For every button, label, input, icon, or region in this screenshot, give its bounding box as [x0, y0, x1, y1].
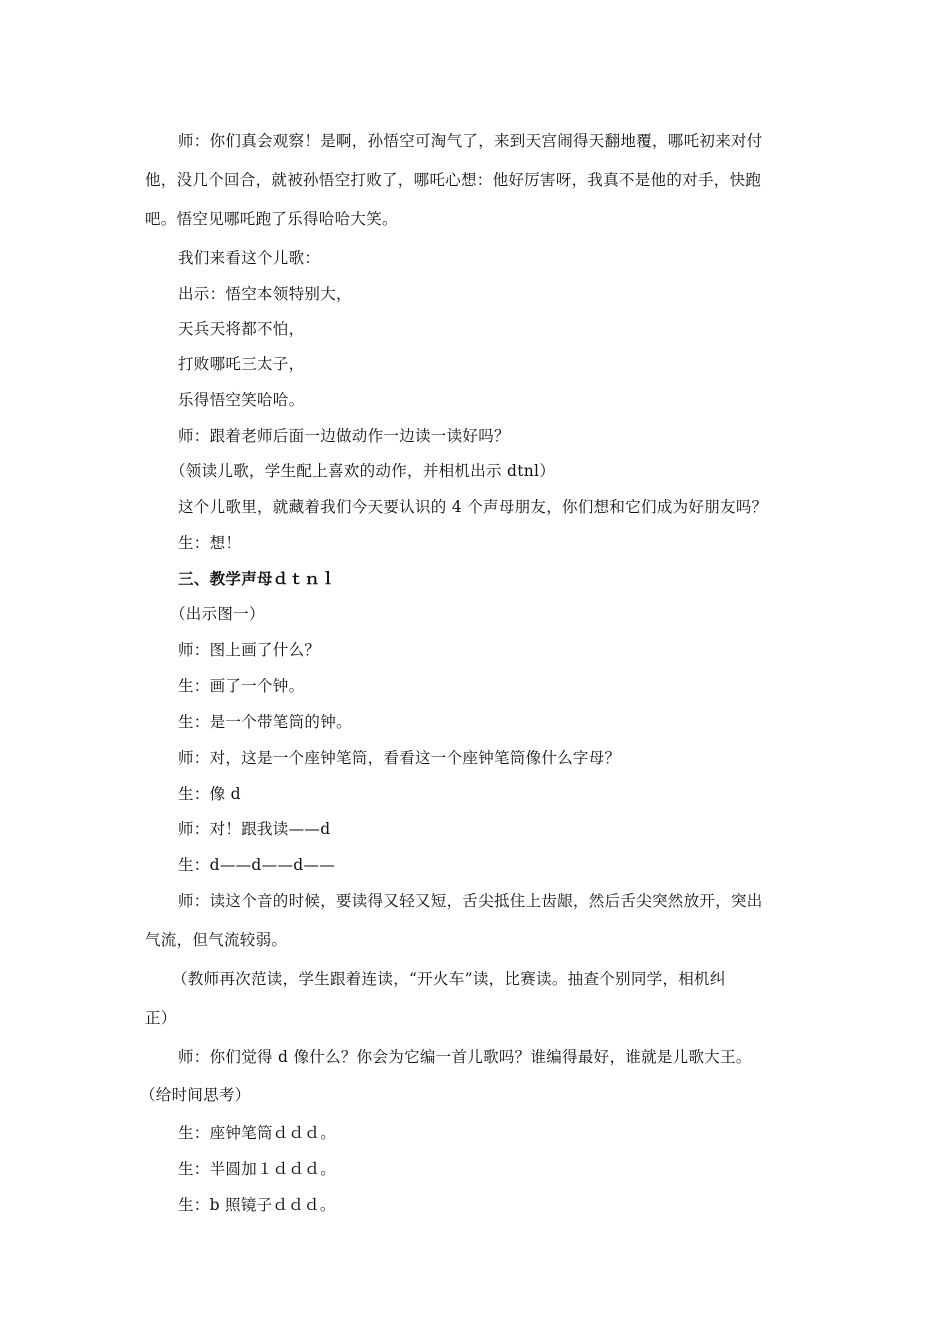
paragraph-line: 生：座钟笔筒ｄｄｄ。 [178, 1124, 337, 1142]
paragraph-line: 生：半圆加１ｄｄｄ。 [178, 1160, 337, 1178]
paragraph-line: 正） [145, 1009, 177, 1027]
paragraph-line: 师：图上画了什么？ [178, 641, 321, 659]
paragraph-line: 师：你们觉得 d 像什么？你会为它编一首儿歌吗？谁编得最好，谁就是儿歌大王。 [178, 1048, 752, 1066]
section-heading: 三、教学声母ｄｔｎｌ [178, 569, 337, 588]
paragraph-line: 生：想！ [178, 534, 242, 552]
paragraph-line: 师：你们真会观察！是啊，孙悟空可淘气了，来到天宫闹得天翻地覆，哪吒初来对付 [178, 132, 763, 150]
poem-line: 天兵天将都不怕， [178, 320, 305, 338]
paragraph-line: 生：d——d——d—— [178, 856, 336, 874]
poem-line: 出示：悟空本领特别大， [178, 285, 352, 303]
paragraph-line: 生：是一个带笔筒的钟。 [178, 713, 352, 731]
paragraph-line: 气流，但气流较弱。 [145, 931, 288, 949]
paragraph-line: 师：跟着老师后面一边做动作一边读一读好吗？ [178, 427, 510, 445]
paragraph-line: （给时间思考） [140, 1086, 251, 1104]
paragraph-line: 师：读这个音的时候，要读得又轻又短，舌尖抵住上齿龈，然后舌尖突然放开，突出 [178, 892, 763, 910]
paragraph-line: （教师再次范读，学生跟着连读，“开火车”读，比赛读。抽查个别同学，相机纠 [172, 970, 726, 988]
paragraph-line: （领读儿歌，学生配上喜欢的动作，并相机出示 dtnl） [170, 462, 556, 480]
paragraph-line: 生：像 d [178, 785, 241, 803]
paragraph-line: 生：b 照镜子ｄｄｄ。 [178, 1196, 336, 1214]
paragraph-line: （出示图一） [170, 605, 265, 623]
paragraph-line: 生：画了一个钟。 [178, 677, 305, 695]
paragraph-line: 吧。悟空见哪吒跑了乐得哈哈大笑。 [145, 210, 398, 228]
paragraph-line: 我们来看这个儿歌： [178, 249, 321, 267]
paragraph-line: 师：对！跟我读——d [178, 820, 331, 838]
paragraph-line: 他，没几个回合，就被孙悟空打败了，哪吒心想：他好厉害呀，我真不是他的对手，快跑 [145, 171, 762, 189]
paragraph-line: 师：对，这是一个座钟笔筒，看看这一个座钟笔筒像什么字母？ [178, 749, 621, 767]
poem-line: 打败哪吒三太子， [178, 355, 305, 373]
paragraph-line: 这个儿歌里，就藏着我们今天要认识的 4 个声母朋友，你们想和它们成为好朋友吗？ [178, 498, 768, 516]
poem-line: 乐得悟空笑哈哈。 [178, 391, 305, 409]
